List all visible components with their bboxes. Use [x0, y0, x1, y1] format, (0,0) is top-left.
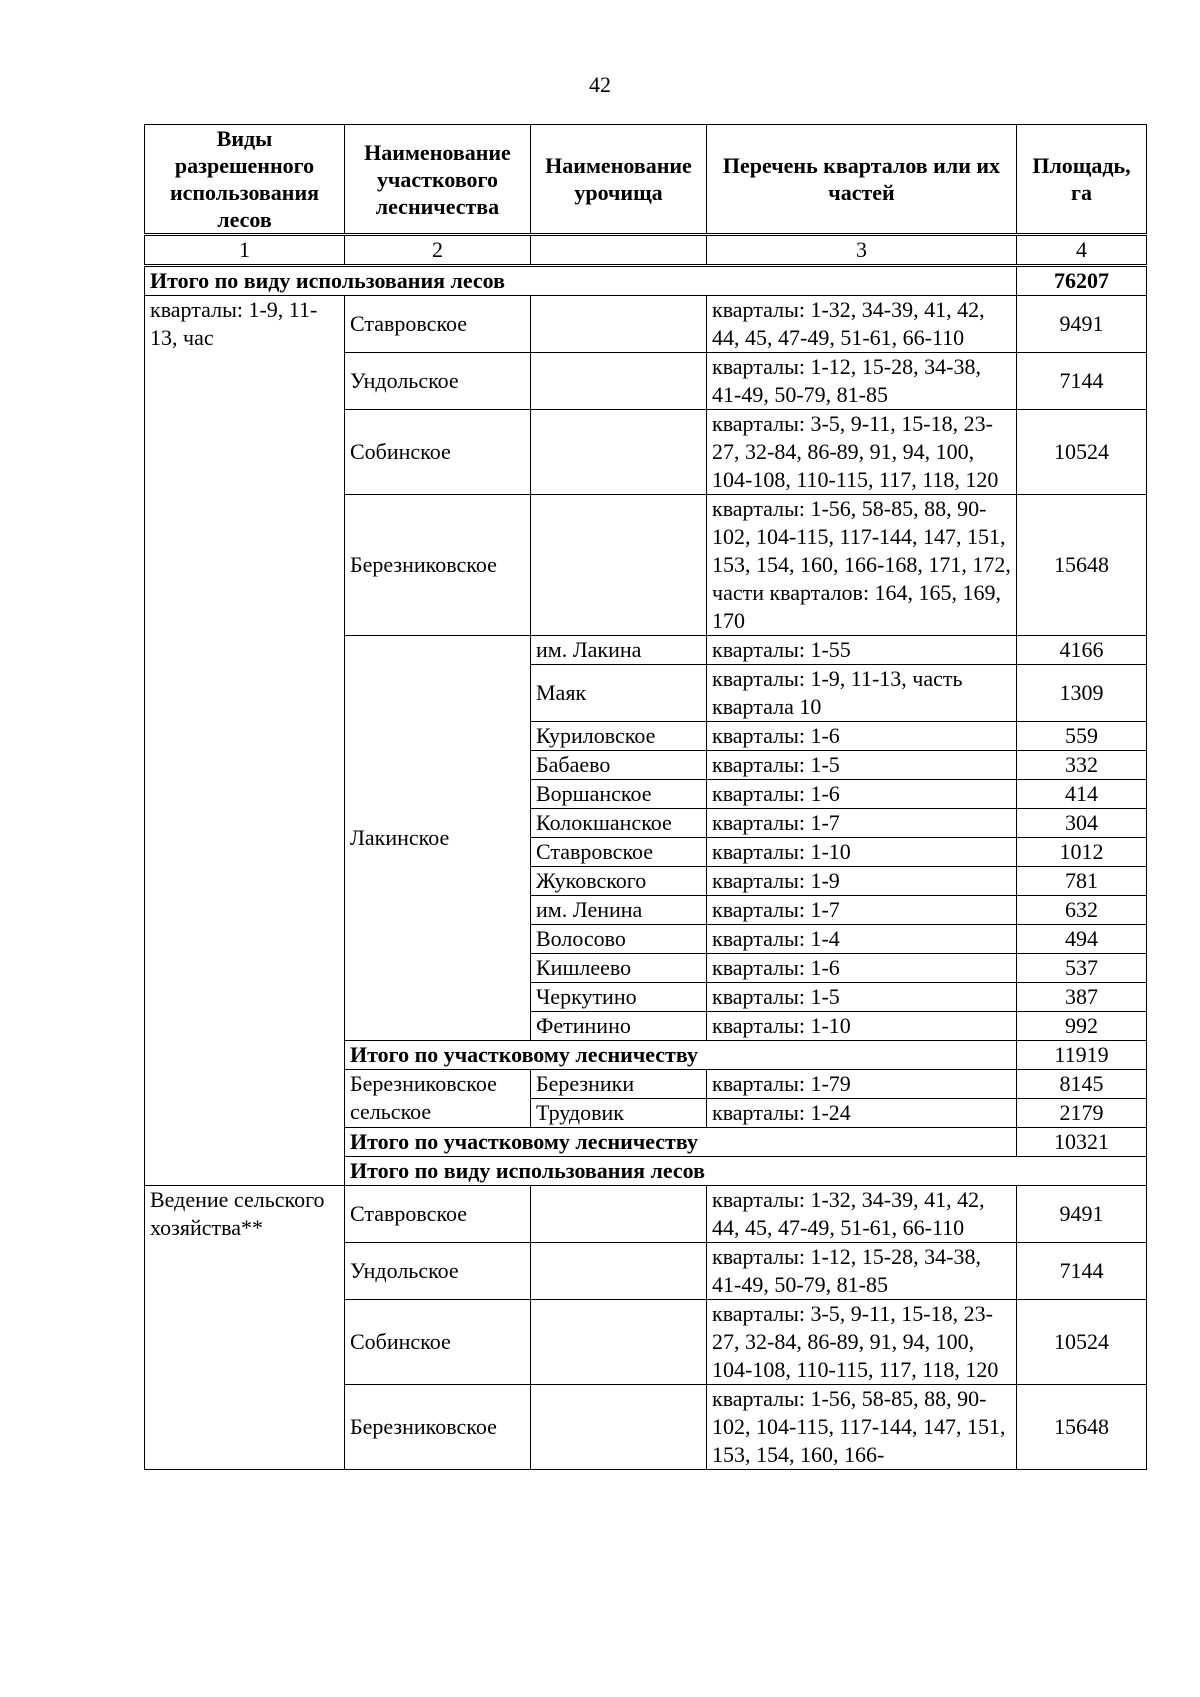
- area-value: 15648: [1017, 495, 1147, 636]
- tract-name: [531, 1300, 707, 1385]
- quarters-list: кварталы: 1-5: [707, 751, 1017, 780]
- tract-name: Колокшанское: [531, 809, 707, 838]
- quarters-list: кварталы: 1-32, 34-39, 41, 42, 44, 45, 47-49, 51-61, 66-110: [707, 296, 1017, 353]
- quarters-list: кварталы: 3-5, 9-11, 15-18, 23-27, 32-84, 86-89, 91, 94, 100, 104-108, 110-115, 117, 118, 120: [707, 410, 1017, 495]
- tract-name: Маяк: [531, 665, 707, 722]
- total-use-area: 76207: [1017, 266, 1147, 296]
- tract-name: [531, 410, 707, 495]
- tract-name: Березники: [531, 1070, 707, 1099]
- tract-name: [531, 353, 707, 410]
- area-value: 7144: [1017, 353, 1147, 410]
- area-value: 1309: [1017, 665, 1147, 722]
- area-value: 2179: [1017, 1099, 1147, 1128]
- forestry-name: Собинское: [345, 1300, 531, 1385]
- area-value: 304: [1017, 809, 1147, 838]
- forestry-total-area: 10321: [1017, 1128, 1147, 1157]
- forestry-name: Березниковское: [345, 1385, 531, 1470]
- total-use-label: Итого по виду использования лесов: [145, 266, 1017, 296]
- area-value: 9491: [1017, 1186, 1147, 1243]
- forestry-name: Березниковское сельское: [345, 1070, 531, 1128]
- quarters-list: кварталы: 1-7: [707, 896, 1017, 925]
- header-use-type: Виды разрешенного использования лесов: [145, 125, 345, 235]
- total-use-row: [145, 266, 1147, 296]
- page-number: 42: [589, 72, 611, 97]
- column-numbers-row: [145, 235, 1147, 266]
- forestry-name: Ундольское: [345, 353, 531, 410]
- table-row: [145, 1186, 1147, 1243]
- area-value: 387: [1017, 983, 1147, 1012]
- forestry-name: Березниковское: [345, 495, 531, 636]
- use-type-cell: кварталы: 1-9, 11-13, час: [145, 296, 345, 1186]
- quarters-list: кварталы: 1-55: [707, 636, 1017, 665]
- area-value: 10524: [1017, 1300, 1147, 1385]
- quarters-list: кварталы: 1-5: [707, 983, 1017, 1012]
- quarters-list: кварталы: 1-9, 11-13, часть квартала 10: [707, 665, 1017, 722]
- tract-name: [531, 1186, 707, 1243]
- tract-name: Ставровское: [531, 838, 707, 867]
- area-value: 414: [1017, 780, 1147, 809]
- area-value: 559: [1017, 722, 1147, 751]
- tract-name: [531, 495, 707, 636]
- column-number: 3: [707, 235, 1017, 266]
- quarters-list: кварталы: 1-79: [707, 1070, 1017, 1099]
- tract-name: им. Лакина: [531, 636, 707, 665]
- quarters-list: кварталы: 1-6: [707, 954, 1017, 983]
- area-value: 8145: [1017, 1070, 1147, 1099]
- column-number: 1: [145, 235, 345, 266]
- tract-name: Жуковского: [531, 867, 707, 896]
- forestry-total-label: Итого по участковому лесничеству: [345, 1041, 1017, 1070]
- quarters-list: кварталы: 1-9: [707, 867, 1017, 896]
- forestry-name: Ставровское: [345, 1186, 531, 1243]
- quarters-list: кварталы: 1-12, 15-28, 34-38, 41-49, 50-79, 81-85: [707, 353, 1017, 410]
- tract-name: им. Ленина: [531, 896, 707, 925]
- column-number: [531, 235, 707, 266]
- forestry-total-area: 11919: [1017, 1041, 1147, 1070]
- quarters-list: кварталы: 1-6: [707, 722, 1017, 751]
- use-type-cell: Ведение сельского хозяйства**: [145, 1186, 345, 1470]
- header-tract: Наименование урочища: [531, 125, 707, 235]
- tract-name: [531, 296, 707, 353]
- tract-name: Кишлеево: [531, 954, 707, 983]
- tract-name: Трудовик: [531, 1099, 707, 1128]
- area-value: 10524: [1017, 410, 1147, 495]
- area-value: 992: [1017, 1012, 1147, 1041]
- quarters-list: кварталы: 1-56, 58-85, 88, 90-102, 104-115, 117-144, 147, 151, 153, 154, 160, 166-: [707, 1385, 1017, 1470]
- forestry-name: Ундольское: [345, 1243, 531, 1300]
- header-quarters: Перечень кварталов или их частей: [707, 125, 1017, 235]
- area-value: 1012: [1017, 838, 1147, 867]
- quarters-list: кварталы: 1-56, 58-85, 88, 90-102, 104-115, 117-144, 147, 151, 153, 154, 160, 166-168, 171, 172, части кварталов: 164, 165, 169, 170: [707, 495, 1017, 636]
- header-row: [145, 125, 1147, 235]
- tract-name: Воршанское: [531, 780, 707, 809]
- area-value: 494: [1017, 925, 1147, 954]
- area-value: 332: [1017, 751, 1147, 780]
- forestry-total-label: Итого по участковому лесничеству: [345, 1128, 1017, 1157]
- quarters-list: кварталы: 1-24: [707, 1099, 1017, 1128]
- forest-use-table: [144, 124, 1147, 1470]
- tract-name: Волосово: [531, 925, 707, 954]
- forestry-name: Лакинское: [345, 636, 531, 1041]
- quarters-list: кварталы: 1-7: [707, 809, 1017, 838]
- forestry-name: Собинское: [345, 410, 531, 495]
- quarters-list: кварталы: 1-10: [707, 838, 1017, 867]
- quarters-list: кварталы: 3-5, 9-11, 15-18, 23-27, 32-84, 86-89, 91, 94, 100, 104-108, 110-115, 117, 118, 120: [707, 1300, 1017, 1385]
- area-value: 4166: [1017, 636, 1147, 665]
- area-value: 9491: [1017, 296, 1147, 353]
- area-value: 7144: [1017, 1243, 1147, 1300]
- column-number: 4: [1017, 235, 1147, 266]
- tract-name: Куриловское: [531, 722, 707, 751]
- forestry-name: Ставровское: [345, 296, 531, 353]
- column-number: 2: [345, 235, 531, 266]
- total-use-label: Итого по виду использования лесов: [345, 1157, 1147, 1186]
- quarters-list: кварталы: 1-6: [707, 780, 1017, 809]
- quarters-list: кварталы: 1-32, 34-39, 41, 42, 44, 45, 47-49, 51-61, 66-110: [707, 1186, 1017, 1243]
- tract-name: Бабаево: [531, 751, 707, 780]
- tract-name: Черкутино: [531, 983, 707, 1012]
- table-row: [145, 296, 1147, 353]
- quarters-list: кварталы: 1-4: [707, 925, 1017, 954]
- tract-name: [531, 1385, 707, 1470]
- tract-name: [531, 1243, 707, 1300]
- quarters-list: кварталы: 1-12, 15-28, 34-38, 41-49, 50-79, 81-85: [707, 1243, 1017, 1300]
- header-area: Площадь, га: [1017, 125, 1147, 235]
- header-forestry: Наименование участкового лесничества: [345, 125, 531, 235]
- area-value: 537: [1017, 954, 1147, 983]
- quarters-list: кварталы: 1-10: [707, 1012, 1017, 1041]
- tract-name: Фетинино: [531, 1012, 707, 1041]
- area-value: 632: [1017, 896, 1147, 925]
- area-value: 781: [1017, 867, 1147, 896]
- area-value: 15648: [1017, 1385, 1147, 1470]
